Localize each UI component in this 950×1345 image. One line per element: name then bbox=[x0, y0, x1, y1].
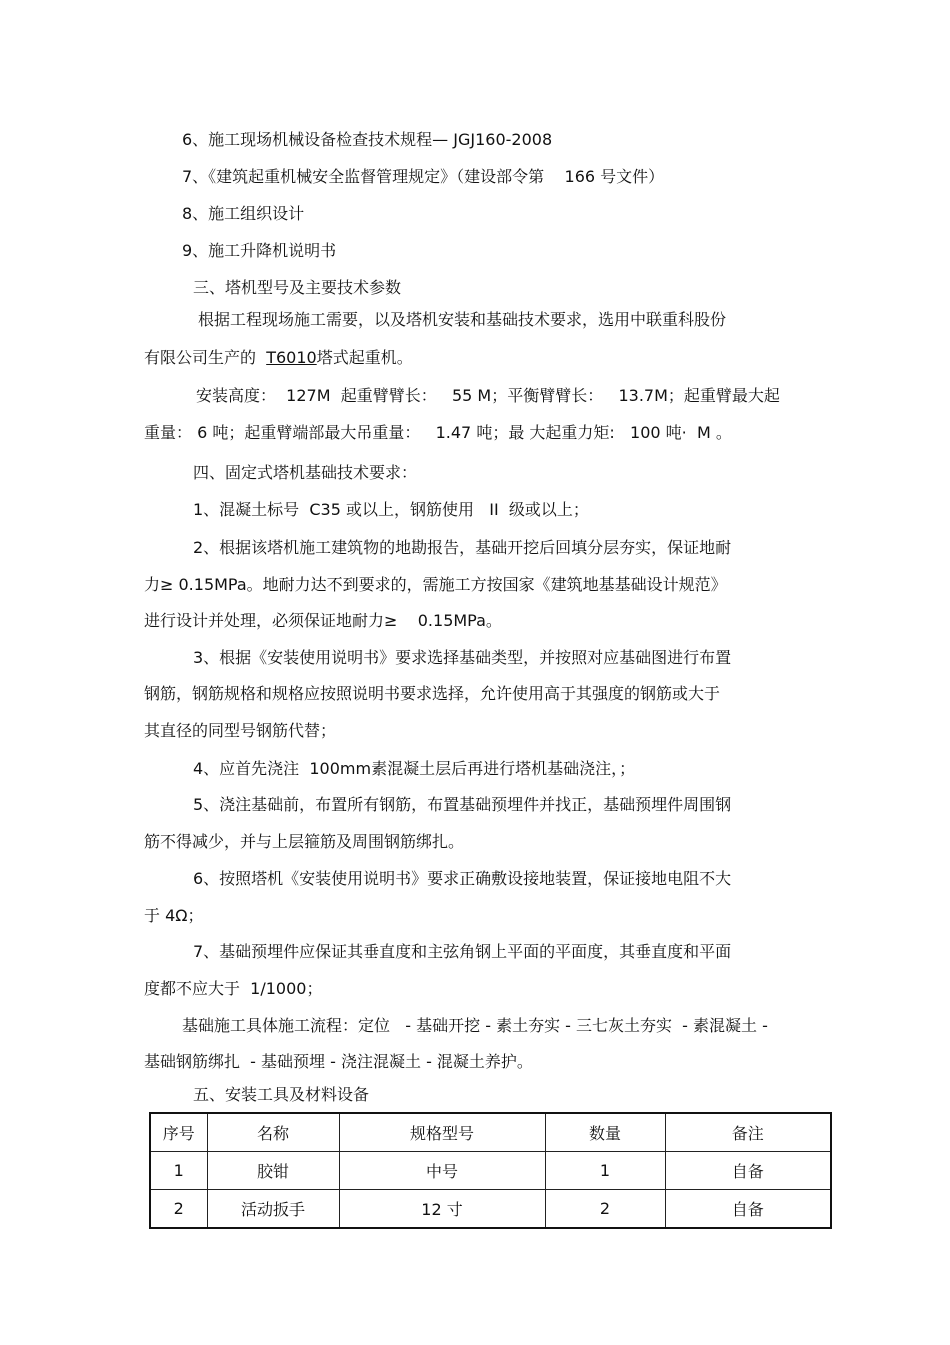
req-3-line3: 其直径的同型号钢筋代替； bbox=[144, 721, 337, 740]
table-cell: 1 bbox=[545, 1152, 665, 1190]
para-params-line2: 重量： 6 吨；起重臂端部最大吊重量： 1.47 吨；最 大起重力矩: 100 吨· M 。 bbox=[144, 423, 732, 442]
header-cell: 规格型号 bbox=[339, 1113, 545, 1152]
req-2-line2: 力≥ 0.15MPa。地耐力达不到要求的，需施工方按国家《建筑地基基础设计规范》 bbox=[144, 575, 727, 594]
table-row bbox=[150, 1152, 831, 1190]
model-suffix: 塔式起重机。 bbox=[316, 348, 413, 367]
table-cell: 2 bbox=[545, 1190, 665, 1229]
table-cell: 自备 bbox=[665, 1152, 831, 1190]
para-model-line2 bbox=[144, 348, 413, 368]
req-2-line3: 进行设计并处理，必须保证地耐力≥ 0.15MPa。 bbox=[144, 611, 502, 630]
ref-item-8: 8、施工组织设计 bbox=[182, 204, 305, 223]
section-3-heading: 三、塔机型号及主要技术参数 bbox=[193, 278, 402, 297]
para-model-line1: 根据工程现场施工需要，以及塔机安装和基础技术要求，选用中联重科股份 bbox=[198, 310, 727, 329]
para-params-line1: 安装高度： 127M 起重臂臂长： 55 M；平衡臂臂长： 13.7M；起重臂最大起 bbox=[196, 386, 780, 405]
req-5-line2: 筋不得减少，并与上层箍筋及周围钢筋绑扎。 bbox=[144, 832, 465, 851]
req-4: 4、应首先浇注 100mm素混凝土层后再进行塔机基础浇注，； bbox=[193, 759, 636, 778]
flow-line2: 基础钢筋绑扎 - 基础预埋 - 浇注混凝土 - 混凝土养护。 bbox=[144, 1052, 533, 1071]
req-1: 1、混凝土标号 C35 或以上，钢筋使用 II 级或以上； bbox=[193, 500, 589, 519]
table-cell: 活动扳手 bbox=[207, 1190, 339, 1229]
table-cell: 自备 bbox=[665, 1190, 831, 1229]
req-3-line1: 3、根据《安装使用说明书》要求选择基础类型，并按照对应基础图进行布置 bbox=[193, 648, 732, 667]
req-7-line1: 7、基础预埋件应保证其垂直度和主弦角钢上平面的平面度，其垂直度和平面 bbox=[193, 942, 732, 961]
ref-item-6: 6、施工现场机械设备检查技术规程— JGJ160-2008 bbox=[182, 130, 553, 149]
req-2-line1: 2、根据该塔机施工建筑物的地勘报告，基础开挖后回填分层夯实，保证地耐 bbox=[193, 538, 732, 557]
header-cell: 数量 bbox=[545, 1113, 665, 1152]
req-6-line1: 6、按照塔机《安装使用说明书》要求正确敷设接地装置，保证接地电阻不大 bbox=[193, 869, 732, 888]
header-cell: 序号 bbox=[150, 1113, 207, 1152]
header-cell: 备注 bbox=[665, 1113, 831, 1152]
header-cell: 名称 bbox=[207, 1113, 339, 1152]
model-number: T6010 bbox=[266, 348, 317, 367]
equipment-table bbox=[149, 1112, 832, 1229]
table-cell: 2 bbox=[150, 1190, 207, 1229]
table-cell: 胶钳 bbox=[207, 1152, 339, 1190]
flow-line1: 基础施工具体施工流程：定位 - 基础开挖 - 素土夯实 - 三七灰土夯实 - 素混凝土 - bbox=[182, 1016, 768, 1035]
ref-item-9: 9、施工升降机说明书 bbox=[182, 241, 337, 260]
table-header-row bbox=[150, 1113, 831, 1152]
table-cell: 1 bbox=[150, 1152, 207, 1190]
req-6-line2: 于 4Ω； bbox=[144, 906, 204, 925]
table-cell: 中号 bbox=[339, 1152, 545, 1190]
ref-item-7: 7、《建筑起重机械安全监督管理规定》（建设部令第 166 号文件） bbox=[182, 167, 665, 186]
model-prefix: 有限公司生产的 bbox=[144, 348, 267, 367]
req-3-line2: 钢筋，钢筋规格和规格应按照说明书要求选择，允许使用高于其强度的钢筋或大于 bbox=[144, 684, 721, 703]
req-5-line1: 5、浇注基础前，布置所有钢筋，布置基础预埋件并找正，基础预埋件周围钢 bbox=[193, 795, 732, 814]
req-7-line2: 度都不应大于 1/1000； bbox=[144, 979, 323, 998]
table-cell: 12 寸 bbox=[339, 1190, 545, 1229]
section-5-heading: 五、安装工具及材料设备 bbox=[193, 1085, 370, 1104]
table-row bbox=[150, 1190, 831, 1229]
section-4-heading: 四、固定式塔机基础技术要求： bbox=[193, 463, 418, 482]
